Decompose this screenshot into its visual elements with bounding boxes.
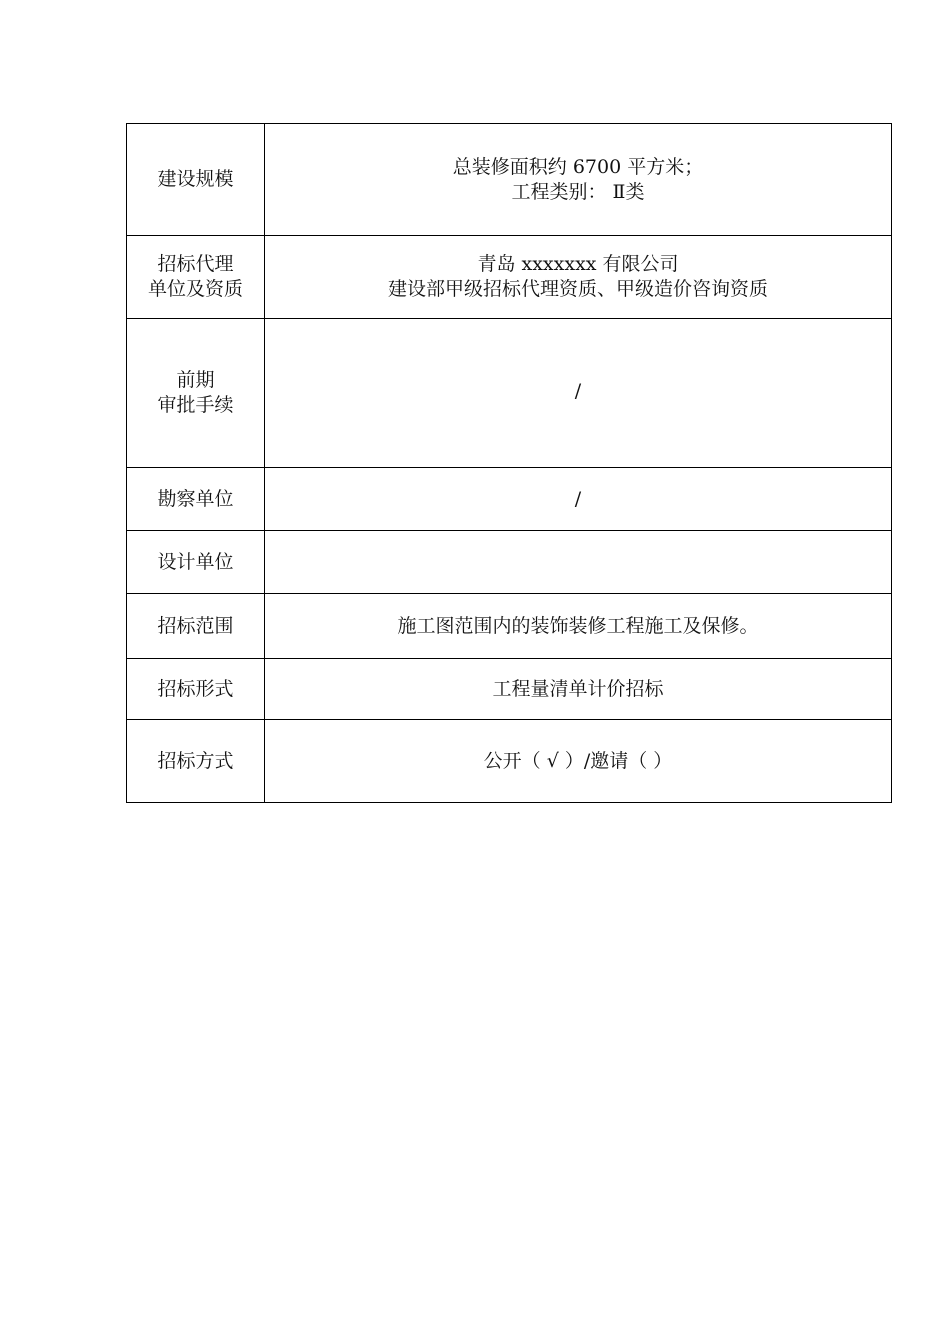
value-text: / bbox=[574, 487, 582, 510]
label-cell bbox=[127, 319, 265, 468]
label-text: 建设规模 bbox=[157, 168, 234, 190]
label-cell bbox=[127, 468, 265, 531]
value-cell bbox=[265, 236, 892, 319]
row-preliminary-approval bbox=[127, 319, 892, 468]
row-tender-agent bbox=[127, 236, 892, 319]
value-cell-empty bbox=[265, 531, 892, 594]
row-tender-method bbox=[127, 720, 892, 803]
label-text: 单位及资质 bbox=[147, 278, 243, 300]
label-text: 设计单位 bbox=[157, 550, 234, 573]
label-cell bbox=[127, 124, 265, 236]
row-survey-unit bbox=[127, 468, 892, 531]
value-text: 青岛 xxxxxxx 有限公司 bbox=[477, 253, 679, 275]
label-cell bbox=[127, 720, 265, 803]
value-cell bbox=[265, 594, 892, 659]
label-text: 招标方式 bbox=[157, 749, 234, 772]
value-cell bbox=[265, 659, 892, 720]
label-cell bbox=[127, 594, 265, 659]
label-cell bbox=[127, 236, 265, 319]
value-cell bbox=[265, 468, 892, 531]
label-text: 招标范围 bbox=[157, 614, 234, 637]
value-text: / bbox=[574, 379, 582, 402]
label-cell bbox=[127, 659, 265, 720]
value-text: 公开（ √ ）/邀请（ ） bbox=[483, 749, 673, 772]
value-text: 施工图范围内的装饰装修工程施工及保修。 bbox=[397, 614, 759, 637]
value-cell bbox=[265, 319, 892, 468]
label-text: 前期 bbox=[176, 369, 215, 391]
row-design-unit bbox=[127, 531, 892, 594]
label-text: 勘察单位 bbox=[157, 487, 234, 510]
row-tender-scope bbox=[127, 594, 892, 659]
label-cell bbox=[127, 531, 265, 594]
project-info-table bbox=[126, 123, 892, 803]
row-tender-form bbox=[127, 659, 892, 720]
label-text: 审批手续 bbox=[157, 394, 234, 416]
row-construction-scale bbox=[127, 124, 892, 236]
value-cell bbox=[265, 720, 892, 803]
value-cell bbox=[265, 124, 892, 236]
label-text: 招标代理 bbox=[157, 253, 234, 275]
value-text: 工程类别： Ⅱ类 bbox=[511, 180, 645, 203]
label-text: 招标形式 bbox=[157, 677, 234, 700]
value-text: 总装修面积约 6700 平方米； bbox=[452, 155, 704, 178]
value-text: 工程量清单计价招标 bbox=[492, 677, 664, 700]
value-text: 建设部甲级招标代理资质、甲级造价咨询资质 bbox=[387, 278, 768, 300]
